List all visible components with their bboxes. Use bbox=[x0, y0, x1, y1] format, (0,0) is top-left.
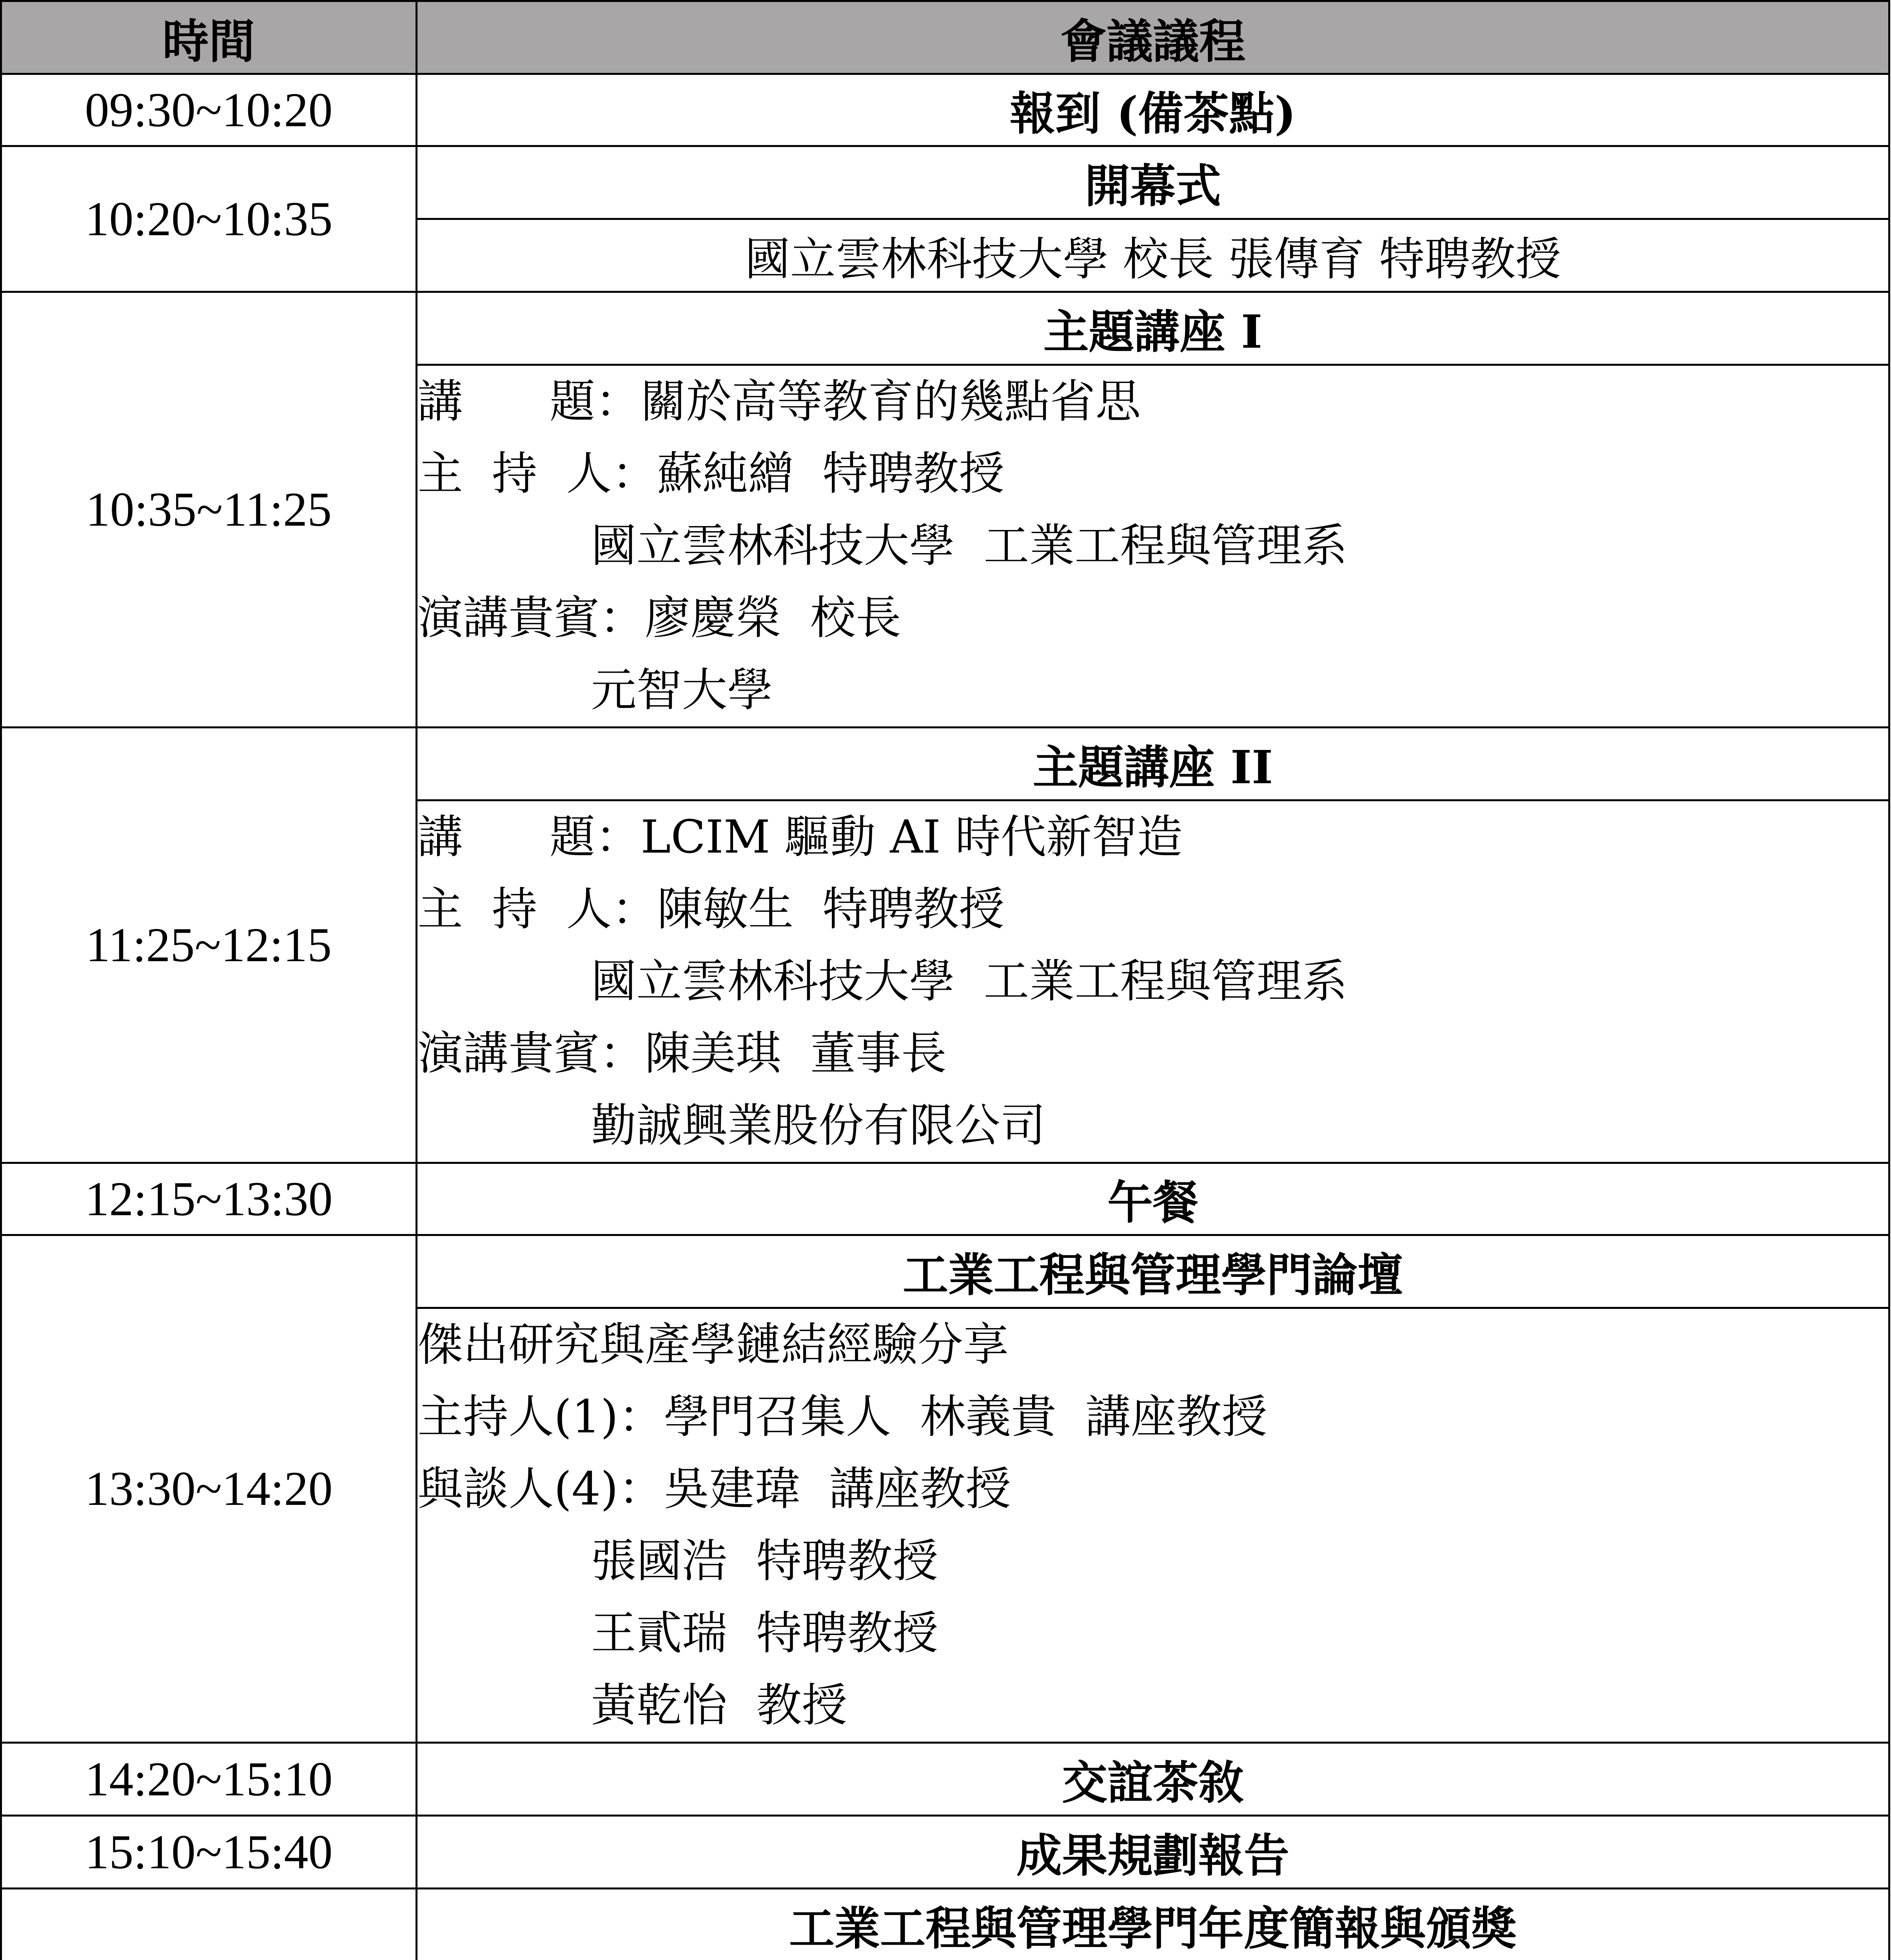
detail-line: 國立雲林科技大學 工業工程與管理系 bbox=[417, 519, 1348, 572]
table-row bbox=[1, 1816, 1889, 1889]
header-time: 時間 bbox=[1, 1, 417, 74]
detail-line: 講 題：關於高等教育的幾點省思 bbox=[417, 375, 1141, 428]
session-title: 交誼茶敘 bbox=[417, 1743, 1889, 1816]
detail-line: 講 題：LCIM 驅動 AI 時代新智造 bbox=[417, 811, 1183, 864]
detail-line: 傑出研究與產學鏈結經驗分享 bbox=[417, 1318, 1009, 1371]
time-cell: 13:30~14:20 bbox=[1, 1235, 417, 1743]
detail-line: 黃乾怡 教授 bbox=[417, 1679, 848, 1732]
detail-line: 主 持 人：蘇純繒 特聘教授 bbox=[417, 447, 1005, 500]
time-cell bbox=[1, 1889, 417, 1960]
session-title: 報到 (備茶點) bbox=[417, 74, 1889, 146]
table-row bbox=[1, 292, 1889, 365]
table-row bbox=[1, 1889, 1889, 1960]
session-title: 工業工程與管理學門論壇 bbox=[417, 1235, 1889, 1308]
header-agenda: 會議議程 bbox=[417, 1, 1889, 74]
detail-line: 主 持 人：陳敏生 特聘教授 bbox=[417, 883, 1005, 936]
header-row bbox=[1, 1, 1889, 74]
detail-line: 元智大學 bbox=[417, 664, 773, 717]
detail-line: 勤誠興業股份有限公司 bbox=[417, 1099, 1046, 1152]
table-row bbox=[1, 1235, 1889, 1308]
table-row bbox=[1, 1163, 1889, 1235]
time-cell: 14:20~15:10 bbox=[1, 1743, 417, 1816]
session-detail bbox=[417, 365, 1889, 728]
session-title: 主題講座 I bbox=[417, 292, 1889, 365]
detail-line: 演講貴賓：陳美琪 董事長 bbox=[417, 1027, 947, 1080]
detail-line: 國立雲林科技大學 工業工程與管理系 bbox=[417, 955, 1348, 1008]
table-row bbox=[1, 74, 1889, 146]
session-detail bbox=[417, 1308, 1889, 1743]
time-cell: 10:35~11:25 bbox=[1, 292, 417, 728]
session-detail bbox=[417, 800, 1889, 1163]
detail-line: 演講貴賓：廖慶榮 校長 bbox=[417, 592, 901, 644]
session-title: 工業工程與管理學門年度簡報與頒獎 bbox=[417, 1889, 1889, 1960]
table-row bbox=[1, 146, 1889, 219]
time-cell: 10:20~10:35 bbox=[1, 146, 417, 292]
table-row bbox=[1, 1743, 1889, 1816]
session-detail: 國立雲林科技大學 校長 張傳育 特聘教授 bbox=[417, 219, 1889, 292]
session-title: 主題講座 II bbox=[417, 728, 1889, 800]
detail-line: 張國浩 特聘教授 bbox=[417, 1535, 938, 1588]
session-title: 成果規劃報告 bbox=[417, 1816, 1889, 1889]
table-row bbox=[1, 728, 1889, 800]
time-cell: 12:15~13:30 bbox=[1, 1163, 417, 1235]
session-title: 開幕式 bbox=[417, 146, 1889, 219]
time-cell: 15:10~15:40 bbox=[1, 1816, 417, 1889]
detail-line: 王貳瑞 特聘教授 bbox=[417, 1607, 938, 1660]
detail-line: 與談人(4)：吳建瑋 講座教授 bbox=[417, 1463, 1011, 1515]
session-title: 午餐 bbox=[417, 1163, 1889, 1235]
detail-line: 主持人(1)：學門召集人 林義貴 講座教授 bbox=[417, 1390, 1267, 1443]
time-cell: 09:30~10:20 bbox=[1, 74, 417, 146]
time-cell: 11:25~12:15 bbox=[1, 728, 417, 1163]
